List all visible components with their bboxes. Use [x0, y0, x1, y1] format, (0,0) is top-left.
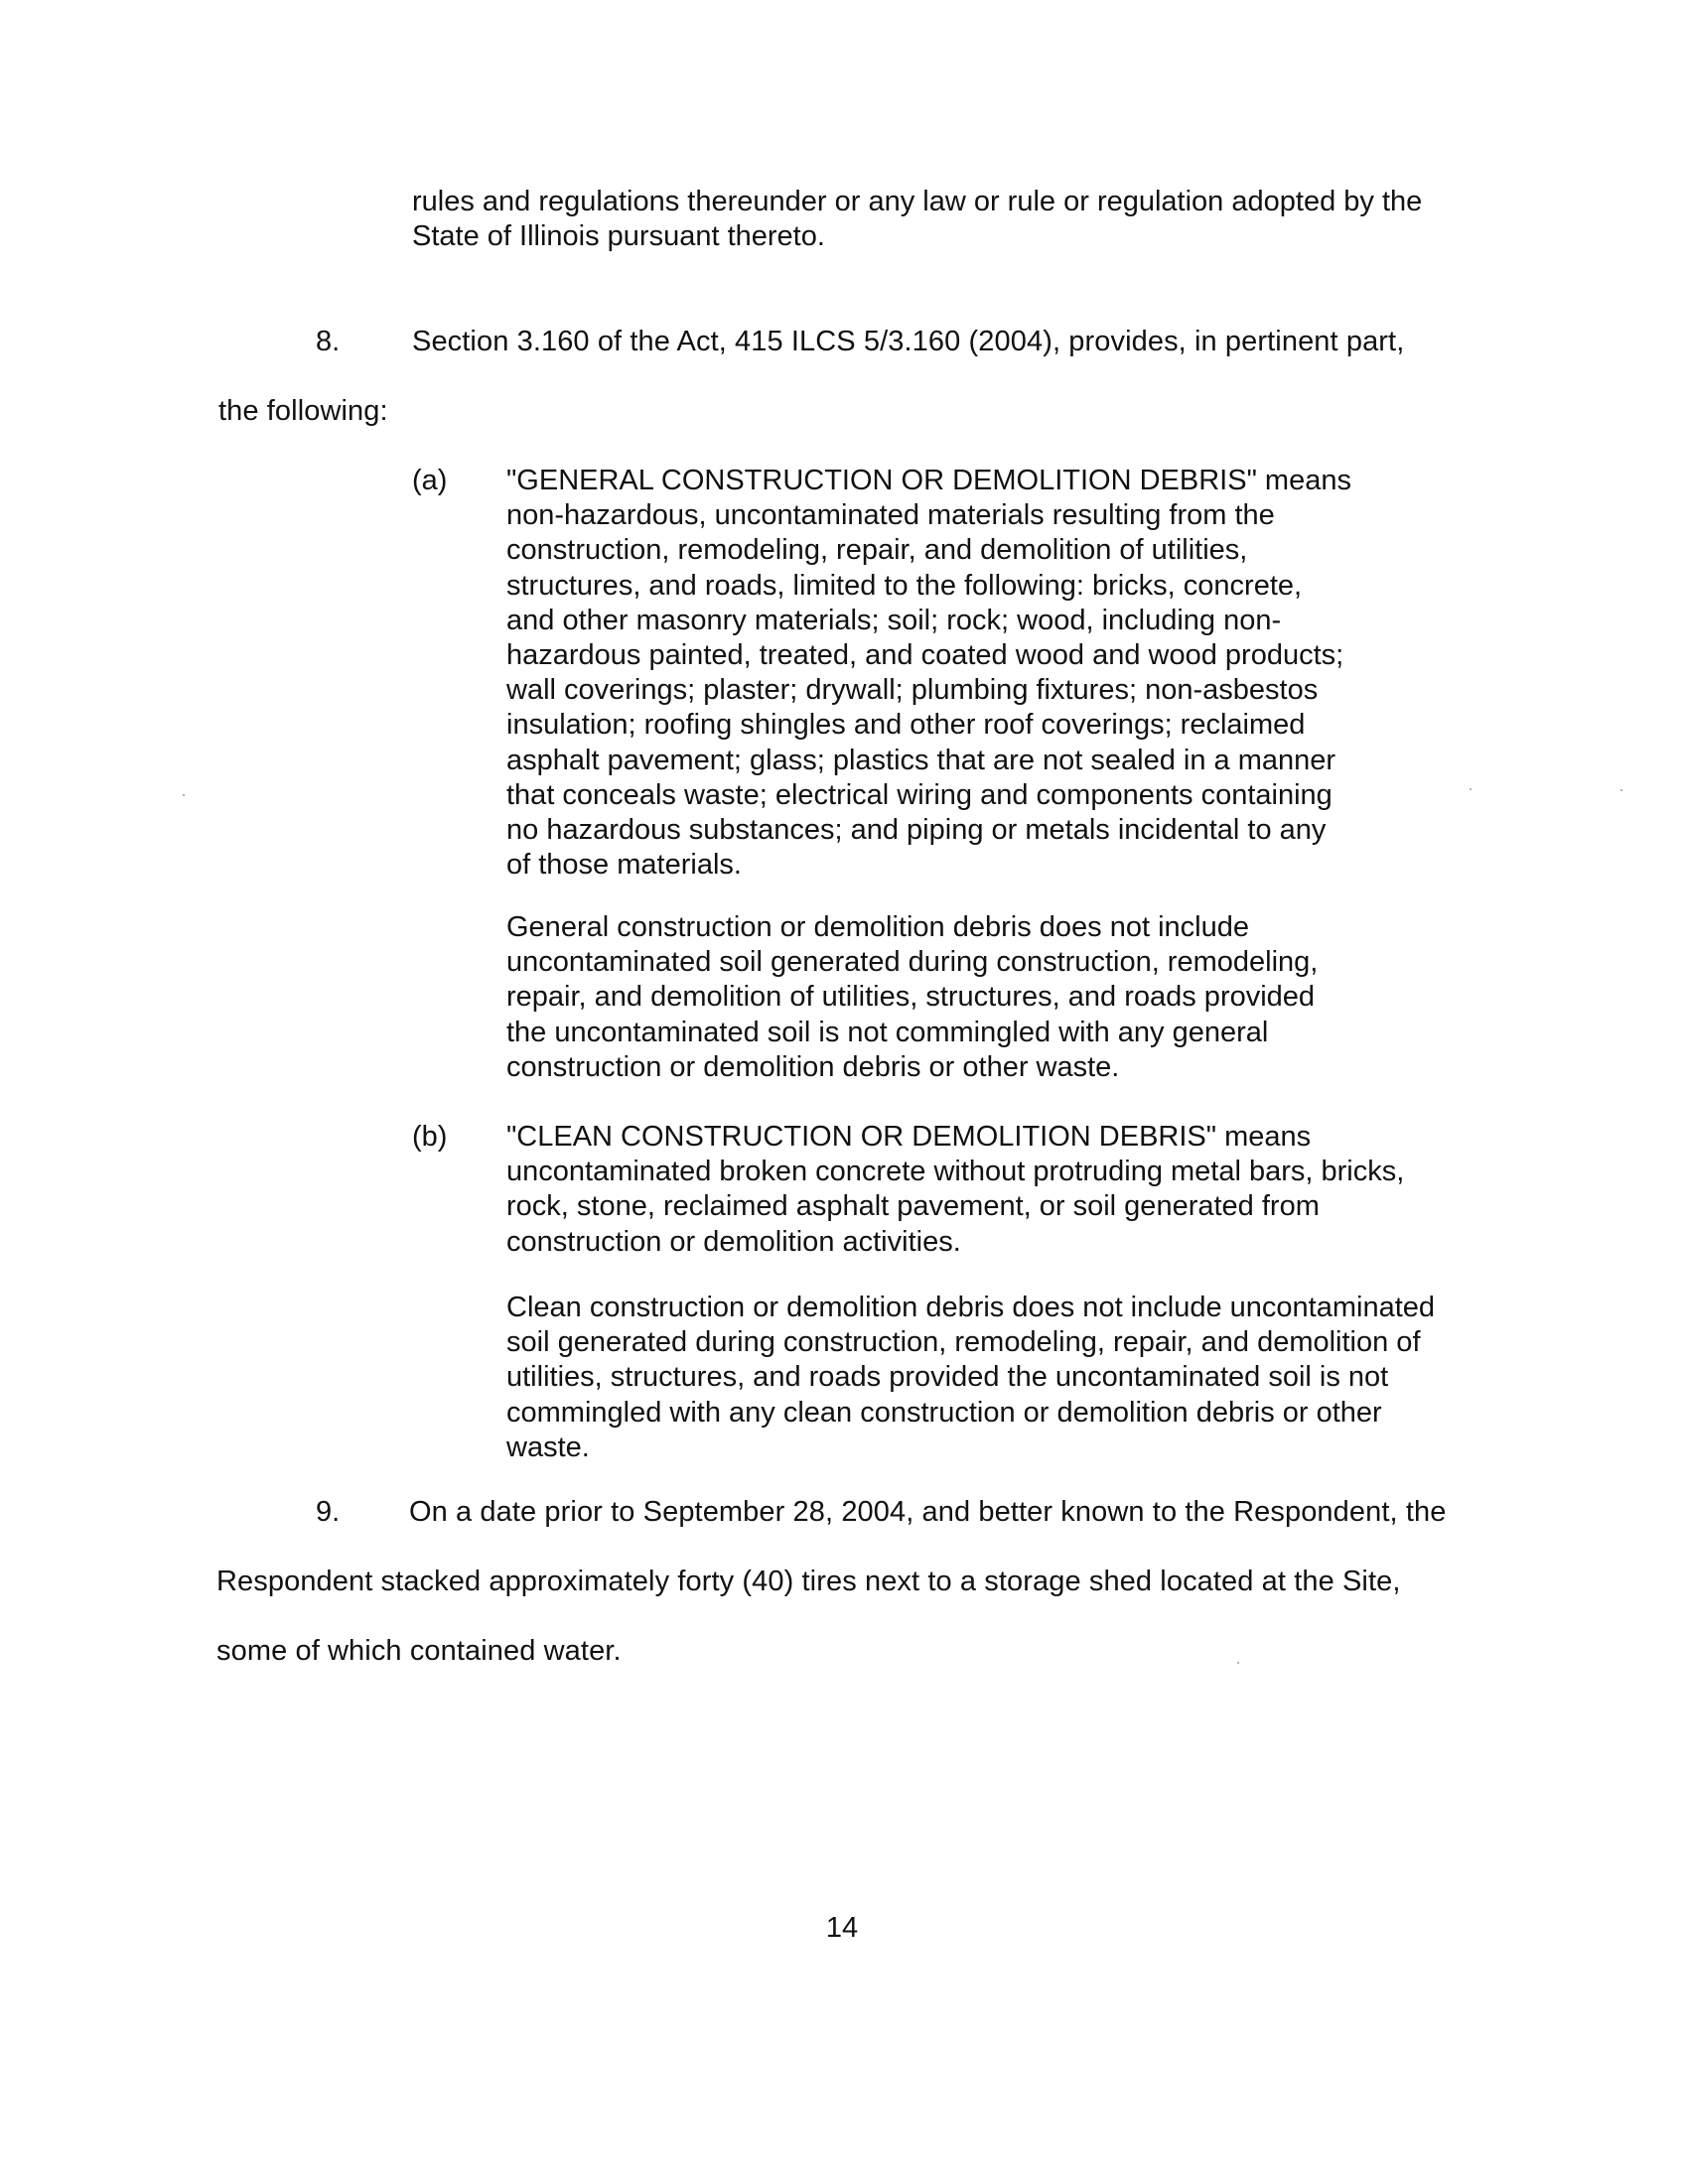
text-line: "GENERAL CONSTRUCTION OR DEMOLITION DEBRIS" means: [506, 465, 1351, 496]
text-line: structures, and roads, limited to the following: bricks, concrete,: [506, 569, 1303, 602]
paragraph-number: 9.: [316, 1496, 341, 1528]
text-line: and other masonry materials; soil; rock; wood, including non-: [506, 604, 1282, 636]
text-line: hazardous painted, treated, and coated wood and wood products;: [506, 639, 1344, 672]
scan-speck: [1470, 788, 1472, 790]
item-label: (b): [412, 1121, 448, 1153]
text-line: "CLEAN CONSTRUCTION OR DEMOLITION DEBRIS" means: [506, 1121, 1312, 1153]
text-line: the uncontaminated soil is not commingled with any general: [506, 1016, 1269, 1048]
text-line: repair, and demolition of utilities, structures, and roads provided: [506, 981, 1316, 1014]
item-b-exclusion: [506, 1291, 1435, 1465]
text-line: wall coverings; plaster; drywall; plumbing fixtures; non-asbestos: [506, 674, 1319, 707]
paragraph-8-first-line: Section 3.160 of the Act, 415 ILCS 5/3.160 (2004), provides, in pertinent part,: [412, 326, 1405, 357]
text-line: utilities, structures, and roads provided the uncontaminated soil is not: [506, 1361, 1389, 1394]
scan-speck: [1237, 1662, 1239, 1664]
paragraph-9-line: Respondent stacked approximately forty (40) tires next to a storage shed located at the Site,: [216, 1566, 1401, 1597]
paragraph-8-second-line: the following:: [218, 395, 388, 427]
text-line: construction, remodeling, repair, and demolition of utilities,: [506, 534, 1248, 567]
text-line: insulation; roofing shingles and other roof coverings; reclaimed: [506, 709, 1306, 742]
scan-speck: [183, 794, 185, 796]
text-line: General construction or demolition debris does not include: [506, 911, 1249, 943]
text-line: asphalt pavement; glass; plastics that are not sealed in a manner: [506, 744, 1336, 776]
text-line: rules and regulations thereunder or any law or rule or regulation adopted by the: [412, 186, 1423, 217]
text-line: construction or demolition activities.: [506, 1225, 961, 1258]
paragraph-9-line: On a date prior to September 28, 2004, and better known to the Respondent, the: [409, 1496, 1447, 1528]
text-line: construction or demolition debris or other waste.: [506, 1050, 1120, 1083]
text-line: rock, stone, reclaimed asphalt pavement, or soil generated from: [506, 1190, 1320, 1223]
text-line: that conceals waste; electrical wiring and components containing: [506, 778, 1333, 811]
text-line: uncontaminated soil generated during construction, remodeling,: [506, 946, 1319, 979]
scan-speck: [1620, 789, 1622, 791]
text-line: commingled with any clean construction or demolition debris or other: [506, 1396, 1382, 1429]
continuation-paragraph: [412, 185, 1422, 254]
text-line: Clean construction or demolition debris does not include uncontaminated: [506, 1292, 1436, 1323]
text-line: of those materials.: [506, 849, 742, 882]
text-line: soil generated during construction, remodeling, repair, and demolition of: [506, 1326, 1421, 1359]
item-label: (a): [412, 465, 448, 496]
item-a-exclusion: [506, 910, 1318, 1085]
text-line: waste.: [506, 1431, 590, 1463]
text-line: uncontaminated broken concrete without protruding metal bars, bricks,: [506, 1156, 1405, 1188]
item-a-definition: [506, 464, 1351, 883]
paragraph-number: 8.: [316, 326, 341, 357]
item-b-definition: [506, 1120, 1404, 1260]
paragraph-9-line: some of which contained water.: [216, 1635, 622, 1667]
text-line: non-hazardous, uncontaminated materials resulting from the: [506, 499, 1275, 532]
text-line: State of Illinois pursuant thereto.: [412, 220, 825, 253]
page-number: 14: [825, 1912, 859, 1944]
text-line: no hazardous substances; and piping or metals incidental to any: [506, 814, 1327, 847]
